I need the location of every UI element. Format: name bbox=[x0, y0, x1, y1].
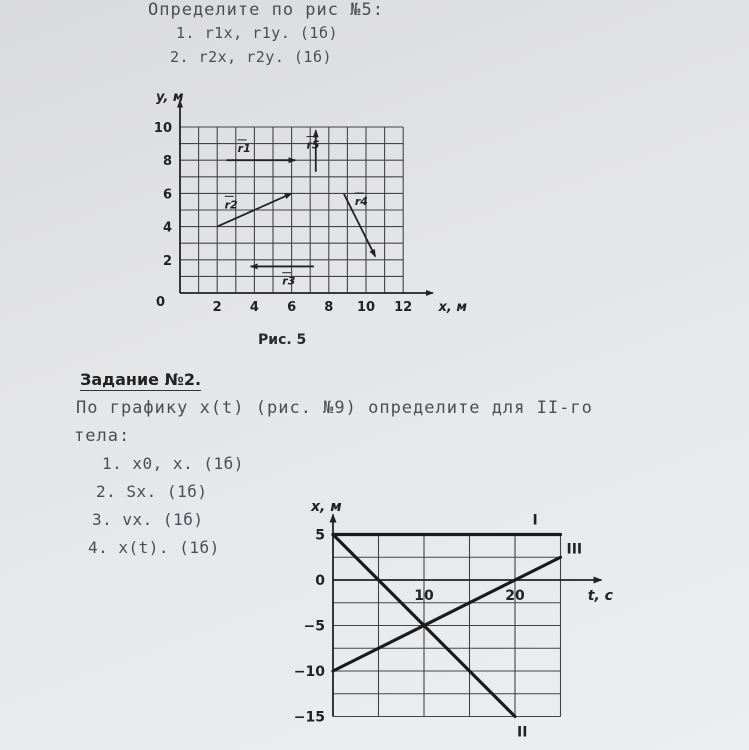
chart-x-tick-label: 10 bbox=[414, 588, 434, 604]
task1-intro: Определите по рис №5: bbox=[148, 0, 384, 20]
chart-x-tick-label: 20 bbox=[505, 588, 525, 604]
figure5-caption: Рис. 5 bbox=[258, 332, 307, 348]
figure5-origin-label: 0 bbox=[156, 295, 166, 310]
figure5-x-tick-label: 4 bbox=[249, 300, 259, 315]
chart-series-label-III: III bbox=[566, 541, 583, 558]
figure5-vector-label: r1 bbox=[237, 141, 251, 155]
chart-y-tick-label: −10 bbox=[293, 664, 325, 680]
figure5-vector-label: r4 bbox=[354, 195, 368, 209]
task2-item-1: 1. x0, x. (1б) bbox=[102, 454, 244, 473]
chart-series-III bbox=[333, 557, 561, 671]
figure5-vector-label: r3 bbox=[282, 274, 296, 288]
figure5-y-axis-label: y, м bbox=[156, 92, 184, 106]
chart-y-tick-label: 5 bbox=[315, 527, 325, 544]
chart-x-axis-label: t, c bbox=[587, 588, 613, 604]
task2-item-4: 4. x(t). (1б) bbox=[88, 538, 220, 557]
figure5-x-tick-label: 10 bbox=[356, 300, 376, 315]
task1-item-2: 2. r2x, r2y. (1б) bbox=[170, 48, 333, 66]
task2-item-2: 2. Sx. (1б) bbox=[96, 482, 208, 501]
task1-item-1: 1. r1x, r1y. (1б) bbox=[176, 24, 339, 42]
chart-y-tick-label: 0 bbox=[315, 573, 325, 589]
task2-item-3: 3. vx. (1б) bbox=[92, 510, 204, 529]
figure5-x-tick-label: 6 bbox=[287, 300, 297, 315]
figure5-x-tick-label: 2 bbox=[212, 300, 222, 315]
figure9-chart bbox=[280, 490, 620, 750]
figure5-x-tick-label: 8 bbox=[324, 300, 334, 315]
figure5-y-tick-label: 4 bbox=[162, 220, 172, 236]
task2-line-1: По графику x(t) (рис. №9) определите для II-го bbox=[76, 398, 593, 418]
figure5-vector-label: r5 bbox=[306, 138, 320, 152]
task2-line-2: тела: bbox=[74, 426, 131, 446]
chart-series-label-I: I bbox=[532, 512, 538, 529]
figure5-y-tick-label: 6 bbox=[162, 187, 172, 203]
chart-y-axis-label: x, м bbox=[311, 498, 342, 515]
chart-y-tick-label: −5 bbox=[303, 618, 325, 635]
figure5-y-tick-label: 10 bbox=[153, 121, 172, 136]
figure5-vector-grid bbox=[140, 92, 470, 324]
figure5-vector-label: r2 bbox=[224, 198, 238, 212]
figure5-y-tick-label: 2 bbox=[162, 253, 172, 269]
chart-y-tick-label: −15 bbox=[293, 709, 325, 726]
figure5-x-tick-label: 12 bbox=[394, 300, 413, 315]
figure5-y-tick-label: 8 bbox=[162, 154, 172, 170]
chart-series-label-II: II bbox=[517, 724, 528, 741]
figure5-x-axis-label: x, м bbox=[438, 300, 468, 315]
task2-heading: Задание №2. bbox=[80, 370, 202, 389]
